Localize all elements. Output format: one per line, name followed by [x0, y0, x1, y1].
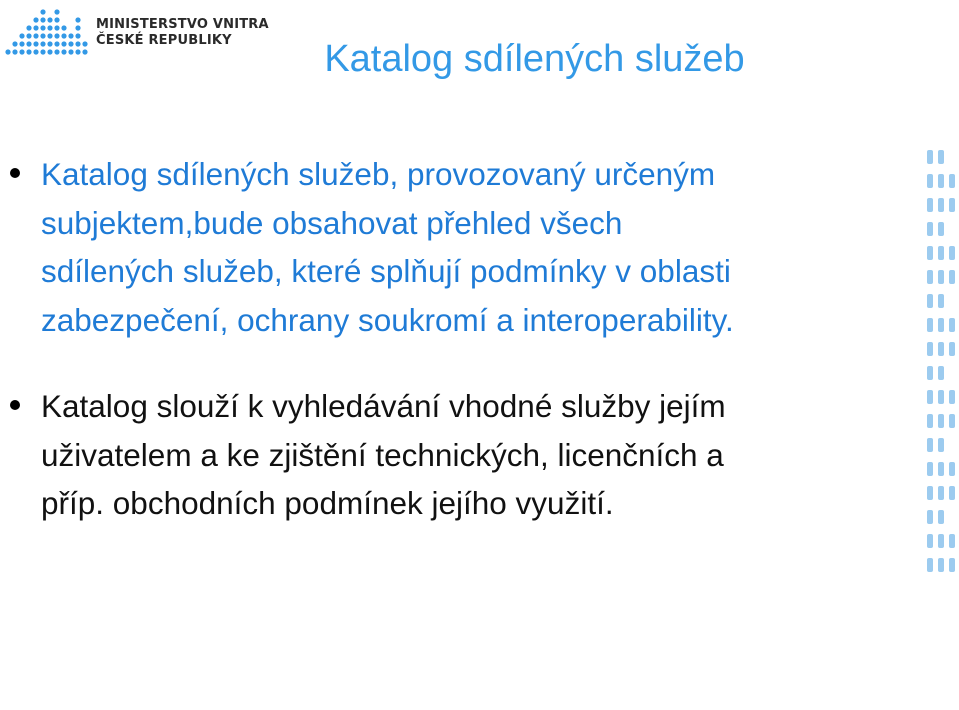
bullet-2-line-1: Katalog slouží k vyhledávání vhodné služby jejím [41, 388, 726, 424]
bullet-item-1 [0, 150, 900, 344]
bullet-list [0, 150, 900, 566]
bullet-1-line-4: zabezpečení, ochrany soukromí a interoperability. [41, 301, 734, 338]
bullet-1-line-2: subjektem,bude obsahovat přehled všech [41, 204, 623, 241]
slide-title: Katalog sdílených služeb [324, 38, 745, 80]
logo-line-2: ČESKÉ REPUBLIKY [96, 33, 232, 48]
bullet-2-line-2: uživatelem a ke zjištění technických, licenčních a [41, 436, 724, 473]
dot-column-pattern-icon [919, 140, 959, 590]
bullet-1-line-1: Katalog sdílených služeb, provozovaný určeným [41, 156, 716, 192]
bullet-1-line-3: sdílených služeb, které splňují podmínky v oblasti [41, 253, 731, 289]
bullet-item-2 [0, 382, 900, 528]
bullet-2-line-3: příp. obchodních podmínek jejího využití. [41, 485, 614, 521]
bullet-dot-icon [10, 400, 20, 410]
logo-line-1: MINISTERSTVO VNITRA [96, 17, 269, 32]
bullet-dot-icon [10, 168, 20, 178]
